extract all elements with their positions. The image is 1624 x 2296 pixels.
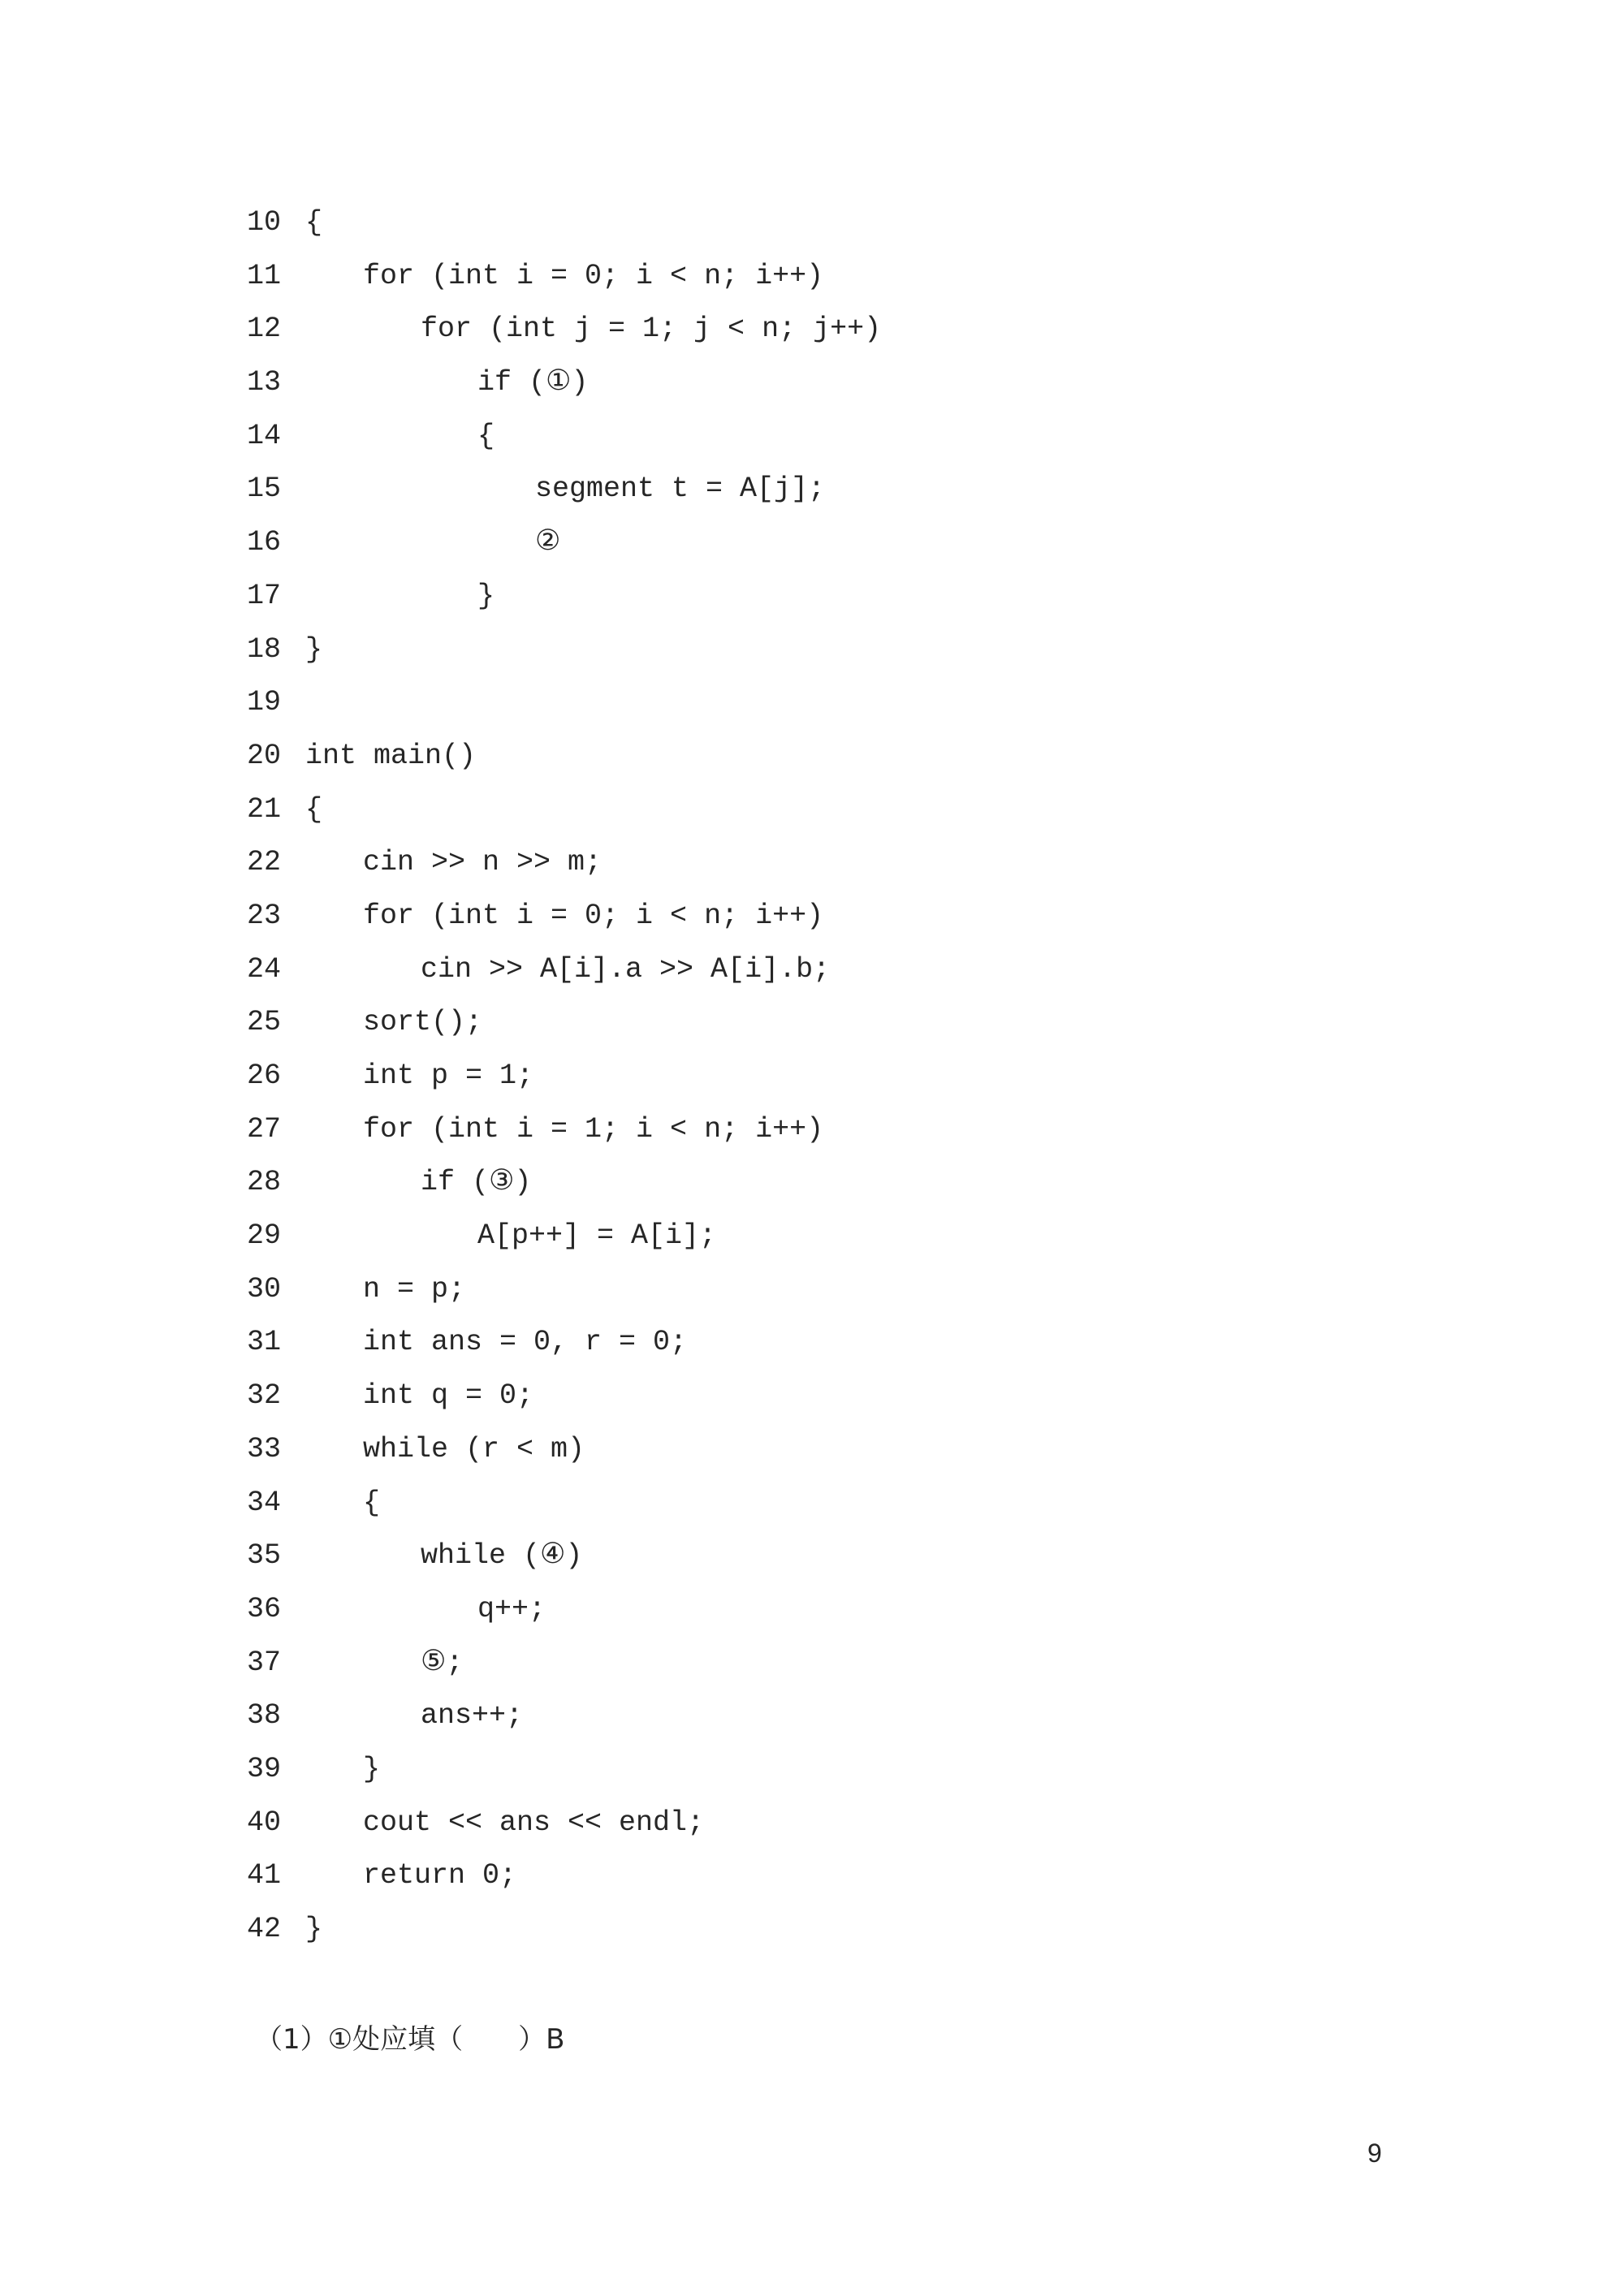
- code-line: [247, 1530, 1384, 1583]
- code-line: [247, 943, 1384, 997]
- code-line: [247, 783, 1384, 837]
- code-text: }: [477, 579, 495, 612]
- code-text: for (int i = 0; i < n; i++): [363, 259, 824, 292]
- code-line: [247, 1743, 1384, 1797]
- code-text: sort();: [363, 1006, 483, 1039]
- line-number: 30: [247, 1272, 282, 1306]
- code-line: [247, 1637, 1384, 1690]
- line-number: 39: [247, 1752, 282, 1785]
- line-number: 26: [247, 1060, 282, 1092]
- code-line: [247, 996, 1384, 1050]
- code-text: int main(): [305, 739, 477, 772]
- code-line: [247, 676, 1384, 730]
- line-number: 33: [247, 1432, 282, 1465]
- code-line: [247, 1849, 1384, 1903]
- code-line: [247, 624, 1384, 677]
- line-number: 13: [247, 366, 282, 399]
- code-text: for (int i = 0; i < n; i++): [363, 899, 824, 932]
- line-number: 42: [247, 1913, 282, 1945]
- code-line: [247, 1050, 1384, 1103]
- code-line: [247, 570, 1384, 624]
- code-text: {: [363, 1486, 381, 1519]
- line-number: 14: [247, 419, 282, 452]
- code-text: int ans = 0, r = 0;: [363, 1326, 688, 1359]
- code-text: cout << ans << endl;: [363, 1806, 705, 1839]
- code-line: [247, 196, 1384, 250]
- line-number: 23: [247, 899, 282, 932]
- question-text: （1）①处应填（ ）B: [255, 2023, 565, 2056]
- line-number: 40: [247, 1806, 282, 1839]
- code-text: if (③): [421, 1166, 532, 1199]
- line-number: 32: [247, 1379, 282, 1413]
- code-text: for (int j = 1; j < n; j++): [421, 313, 882, 346]
- code-text: n = p;: [363, 1272, 466, 1306]
- line-number: 41: [247, 1859, 282, 1892]
- code-text: ②: [535, 526, 561, 559]
- code-listing: [247, 196, 1384, 1957]
- line-number: 21: [247, 792, 282, 826]
- line-number: 18: [247, 632, 282, 666]
- line-number: 10: [247, 206, 282, 239]
- code-line: [247, 356, 1384, 410]
- line-number: 12: [247, 313, 282, 346]
- code-text: cin >> A[i].a >> A[i].b;: [421, 952, 831, 986]
- code-text: for (int i = 1; i < n; i++): [363, 1112, 824, 1146]
- line-number: 28: [247, 1166, 282, 1199]
- code-line: [247, 1903, 1384, 1957]
- code-line: [247, 836, 1384, 890]
- code-text: int q = 0;: [363, 1379, 534, 1413]
- code-line: [247, 1210, 1384, 1263]
- code-line: [247, 303, 1384, 356]
- code-text: return 0;: [363, 1859, 517, 1892]
- code-line: [247, 1423, 1384, 1477]
- code-text: }: [363, 1752, 381, 1785]
- code-line: [247, 1316, 1384, 1370]
- code-text: int p = 1;: [363, 1060, 534, 1092]
- code-line: [247, 250, 1384, 304]
- code-text: {: [305, 206, 323, 239]
- line-number: 34: [247, 1486, 282, 1519]
- code-line: [247, 1263, 1384, 1317]
- code-line: [247, 410, 1384, 464]
- code-line: [247, 1690, 1384, 1743]
- line-number: 16: [247, 526, 282, 559]
- code-line: [247, 516, 1384, 570]
- code-line: [247, 890, 1384, 943]
- code-text: while (r < m): [363, 1432, 585, 1465]
- line-number: 11: [247, 259, 282, 292]
- code-line: [247, 463, 1384, 516]
- code-text: q++;: [477, 1592, 546, 1625]
- code-text: ans++;: [421, 1699, 524, 1733]
- line-number: 17: [247, 579, 282, 612]
- line-number: 15: [247, 473, 282, 506]
- code-text: }: [305, 632, 323, 666]
- code-text: cin >> n >> m;: [363, 846, 603, 879]
- line-number: 20: [247, 739, 282, 772]
- line-number: 35: [247, 1539, 282, 1573]
- line-number: 27: [247, 1112, 282, 1146]
- line-number: 38: [247, 1699, 282, 1733]
- code-line: [247, 1583, 1384, 1637]
- line-number: 25: [247, 1006, 282, 1039]
- code-line: [247, 1797, 1384, 1850]
- code-text: A[p++] = A[i];: [477, 1219, 717, 1253]
- code-line: [247, 1477, 1384, 1530]
- code-line: [247, 730, 1384, 783]
- line-number: 31: [247, 1326, 282, 1359]
- code-text: {: [477, 419, 495, 452]
- line-number: 29: [247, 1219, 282, 1253]
- code-text: segment t = A[j];: [535, 473, 826, 506]
- page-number: 9: [1367, 2138, 1382, 2168]
- line-number: 37: [247, 1646, 282, 1679]
- code-text: if (①): [477, 366, 589, 399]
- code-text: while (④): [421, 1539, 583, 1573]
- code-text: }: [305, 1913, 323, 1945]
- line-number: 22: [247, 846, 282, 879]
- code-line: [247, 1103, 1384, 1157]
- code-line: [247, 1156, 1384, 1210]
- line-number: 36: [247, 1592, 282, 1625]
- code-text: ⑤;: [421, 1646, 464, 1679]
- code-text: {: [305, 792, 323, 826]
- line-number: 24: [247, 952, 282, 986]
- code-line: [247, 1370, 1384, 1423]
- line-number: 19: [247, 686, 282, 719]
